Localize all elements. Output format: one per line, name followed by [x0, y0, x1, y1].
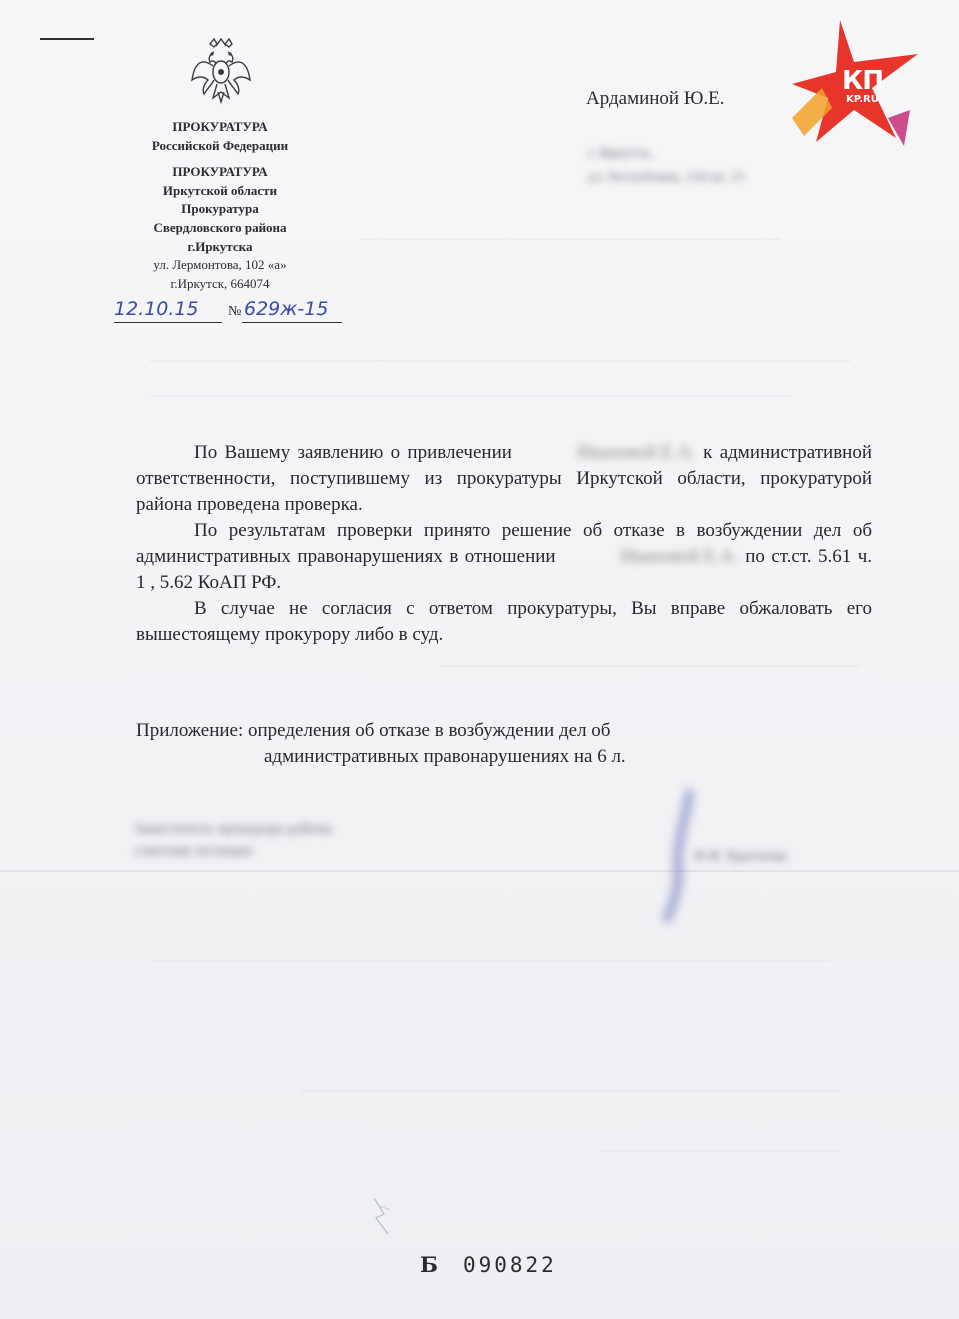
sender-block [120, 118, 320, 293]
sender-line: Прокуратура [181, 201, 259, 217]
serial-digits: 090822 [462, 1253, 557, 1277]
paragraph-1 [136, 440, 872, 518]
number-underline [242, 322, 342, 323]
reg-number-label: № [228, 304, 242, 319]
sender-line: ПРОКУРАТУРА [172, 119, 268, 134]
attachment-line-1: Приложение: определения об отказе в возбуждении дел об [136, 720, 611, 741]
reg-date: 12.10.15 [114, 298, 199, 320]
sender-city: г.Иркутск, 664074 [170, 275, 270, 291]
show-through-line [360, 238, 780, 240]
show-through-line [150, 960, 830, 962]
sender-line: г.Иркутска [187, 238, 253, 254]
sender-line: Российской Федерации [151, 137, 289, 153]
show-through-line [300, 1090, 840, 1092]
signature-name: И.И. Краснова [694, 848, 787, 864]
show-through-line [150, 395, 790, 397]
recipient-address-line1: г. Иркутск, [588, 146, 653, 161]
signature-title-line-1: Заместитель прокурора района [134, 821, 333, 837]
paper-fold [0, 870, 959, 872]
show-through-line [150, 360, 850, 362]
coat-of-arms-icon [190, 36, 252, 106]
paragraph-2 [136, 518, 872, 596]
paragraph-2-end: по ст.ст. 5.61 ч. 1 , 5.62 КоАП РФ. [136, 546, 873, 593]
letter-body [136, 440, 872, 648]
redacted-name: Ивановой Е.А. [577, 442, 696, 463]
date-underline [114, 322, 222, 323]
paragraph-3: В случае не согласия с ответом прокуратуры, Вы вправе обжаловать его вышестоящему прокурору либо в суд. [136, 598, 872, 645]
registration-line [108, 298, 348, 326]
sender-address: ул. Лермонтова, 102 «а» [153, 257, 287, 273]
recipient-name: Ардаминой Ю.Е. [586, 88, 725, 109]
corner-dash [40, 38, 94, 40]
kp-logo [792, 18, 922, 148]
sender-line: Свердловского района [153, 219, 287, 235]
serial-number [420, 1252, 557, 1277]
kp-logo-subtext: KP.RU [846, 94, 879, 105]
show-through-line [440, 665, 860, 667]
attachment-line-2: административных правонарушениях на 6 л. [264, 746, 626, 767]
reg-number: 629ж-15 [244, 298, 329, 320]
show-through-line [600, 1150, 840, 1152]
paragraph-1-end: к административной ответственности, поступившему из прокуратуры Иркутской области, прокуратурой района проведена проверка. [136, 442, 873, 515]
signature-title [134, 818, 332, 862]
paragraph-1-start: По Вашему заявлению о привлечении [194, 442, 512, 463]
kp-logo-text: КП [842, 66, 884, 96]
paragraph-2-start: По результатам проверки принято решение об отказе в возбуждении дел об административных правонарушениях в отношении [136, 520, 872, 567]
serial-letter: Б [420, 1252, 441, 1277]
paper-crease-icon [370, 1196, 394, 1236]
recipient-address-line2: ул. Республики, 134 кв. 15 [588, 170, 745, 185]
attachment-block [136, 718, 736, 770]
redacted-name: Ивановой Е.А. [620, 546, 739, 567]
signature-title-line-2: советник юстиции [134, 843, 252, 859]
sender-line: Иркутской области [162, 182, 278, 198]
sender-line: ПРОКУРАТУРА [172, 164, 268, 180]
